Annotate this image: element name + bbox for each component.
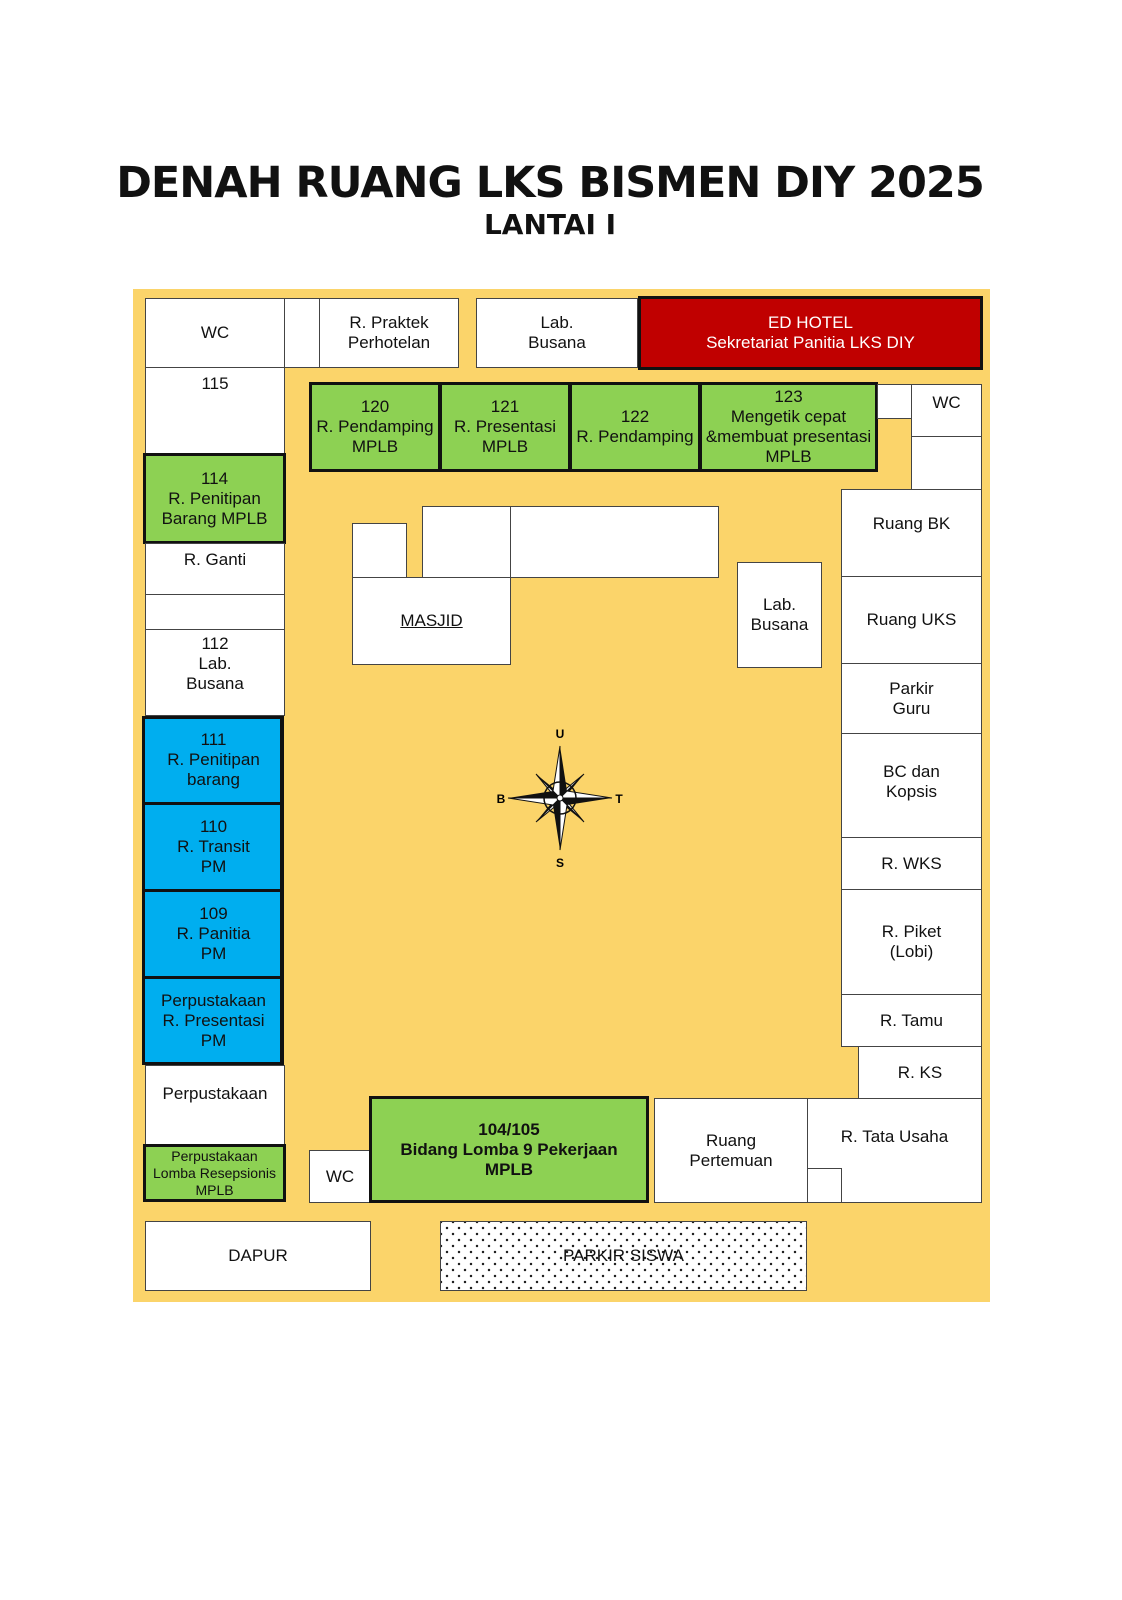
room-104-105: 104/105 Bidang Lomba 9 Pekerjaan MPLB	[369, 1096, 649, 1203]
room-109: 109 R. Panitia PM	[143, 890, 284, 978]
compass-rose-icon	[495, 728, 625, 868]
room-111: 111 R. Penitipan barang	[143, 716, 284, 804]
room-unlabeled-corner	[807, 1168, 842, 1203]
masjid-annex-small	[352, 523, 407, 578]
room-r-tamu: R. Tamu	[841, 994, 982, 1047]
room-wc-top-left: WC	[145, 298, 285, 368]
room-parkir-guru: Parkir Guru	[841, 663, 982, 734]
room-ruang-uks: Ruang UKS	[841, 576, 982, 664]
room-masjid: MASJID	[352, 577, 511, 665]
area-parkir-siswa: PARKIR SISWA	[440, 1221, 807, 1291]
room-lab-busana-top: Lab. Busana	[476, 298, 638, 368]
compass-west-label: B	[496, 792, 506, 806]
room-r-piket: R. Piket (Lobi)	[841, 889, 982, 995]
room-wc-top-right: WC	[911, 384, 982, 437]
room-unlabeled-right	[911, 436, 982, 490]
room-115: 115	[145, 367, 285, 454]
room-ruang-pertemuan: Ruang Pertemuan	[654, 1098, 808, 1203]
room-120: 120 R. Pendamping MPLB	[309, 382, 441, 472]
page-title: DENAH RUANG LKS BISMEN DIY 2025	[116, 158, 984, 208]
room-wc-bottom: WC	[309, 1150, 371, 1203]
compass-east-label: T	[615, 792, 623, 806]
room-r-ks: R. KS	[858, 1046, 982, 1099]
masjid-annex	[422, 506, 511, 578]
room-bc-kopsis: BC dan Kopsis	[841, 733, 982, 838]
room-r-wks: R. WKS	[841, 837, 982, 890]
room-dapur: DAPUR	[145, 1221, 371, 1291]
room-ed-hotel: ED HOTEL Sekretariat Panitia LKS DIY	[638, 296, 983, 370]
room-lab-busana-center: Lab. Busana	[737, 562, 822, 668]
room-123: 123 Mengetik cepat &membuat presentasi MPLB	[699, 382, 878, 472]
room-perpustakaan-resepsionis: Perpustakaan Lomba Resepsionis MPLB	[143, 1144, 286, 1202]
room-121: 121 R. Presentasi MPLB	[439, 382, 571, 472]
room-114: 114 R. Penitipan Barang MPLB	[143, 453, 286, 544]
compass-north-label: U	[555, 728, 565, 741]
room-unlabeled-small	[284, 298, 320, 368]
room-112: 112 Lab. Busana	[145, 629, 285, 716]
room-110: 110 R. Transit PM	[143, 803, 284, 891]
compass-south-label: S	[555, 856, 565, 868]
room-praktek-perhotelan: R. Praktek Perhotelan	[319, 298, 459, 368]
page-subtitle: LANTAI I	[483, 208, 617, 241]
room-r-ganti: R. Ganti	[145, 543, 285, 595]
room-r-tata-usaha: R. Tata Usaha	[807, 1098, 982, 1203]
room-122: 122 R. Pendamping	[569, 382, 701, 472]
room-perpustakaan: Perpustakaan	[145, 1065, 285, 1145]
room-ruang-bk: Ruang BK	[841, 489, 982, 577]
room-unlabeled-small-right	[877, 384, 912, 419]
room-perpustakaan-presentasi: Perpustakaan R. Presentasi PM	[143, 977, 284, 1065]
masjid-annex-long	[510, 506, 719, 578]
room-unlabeled-left	[145, 594, 285, 630]
